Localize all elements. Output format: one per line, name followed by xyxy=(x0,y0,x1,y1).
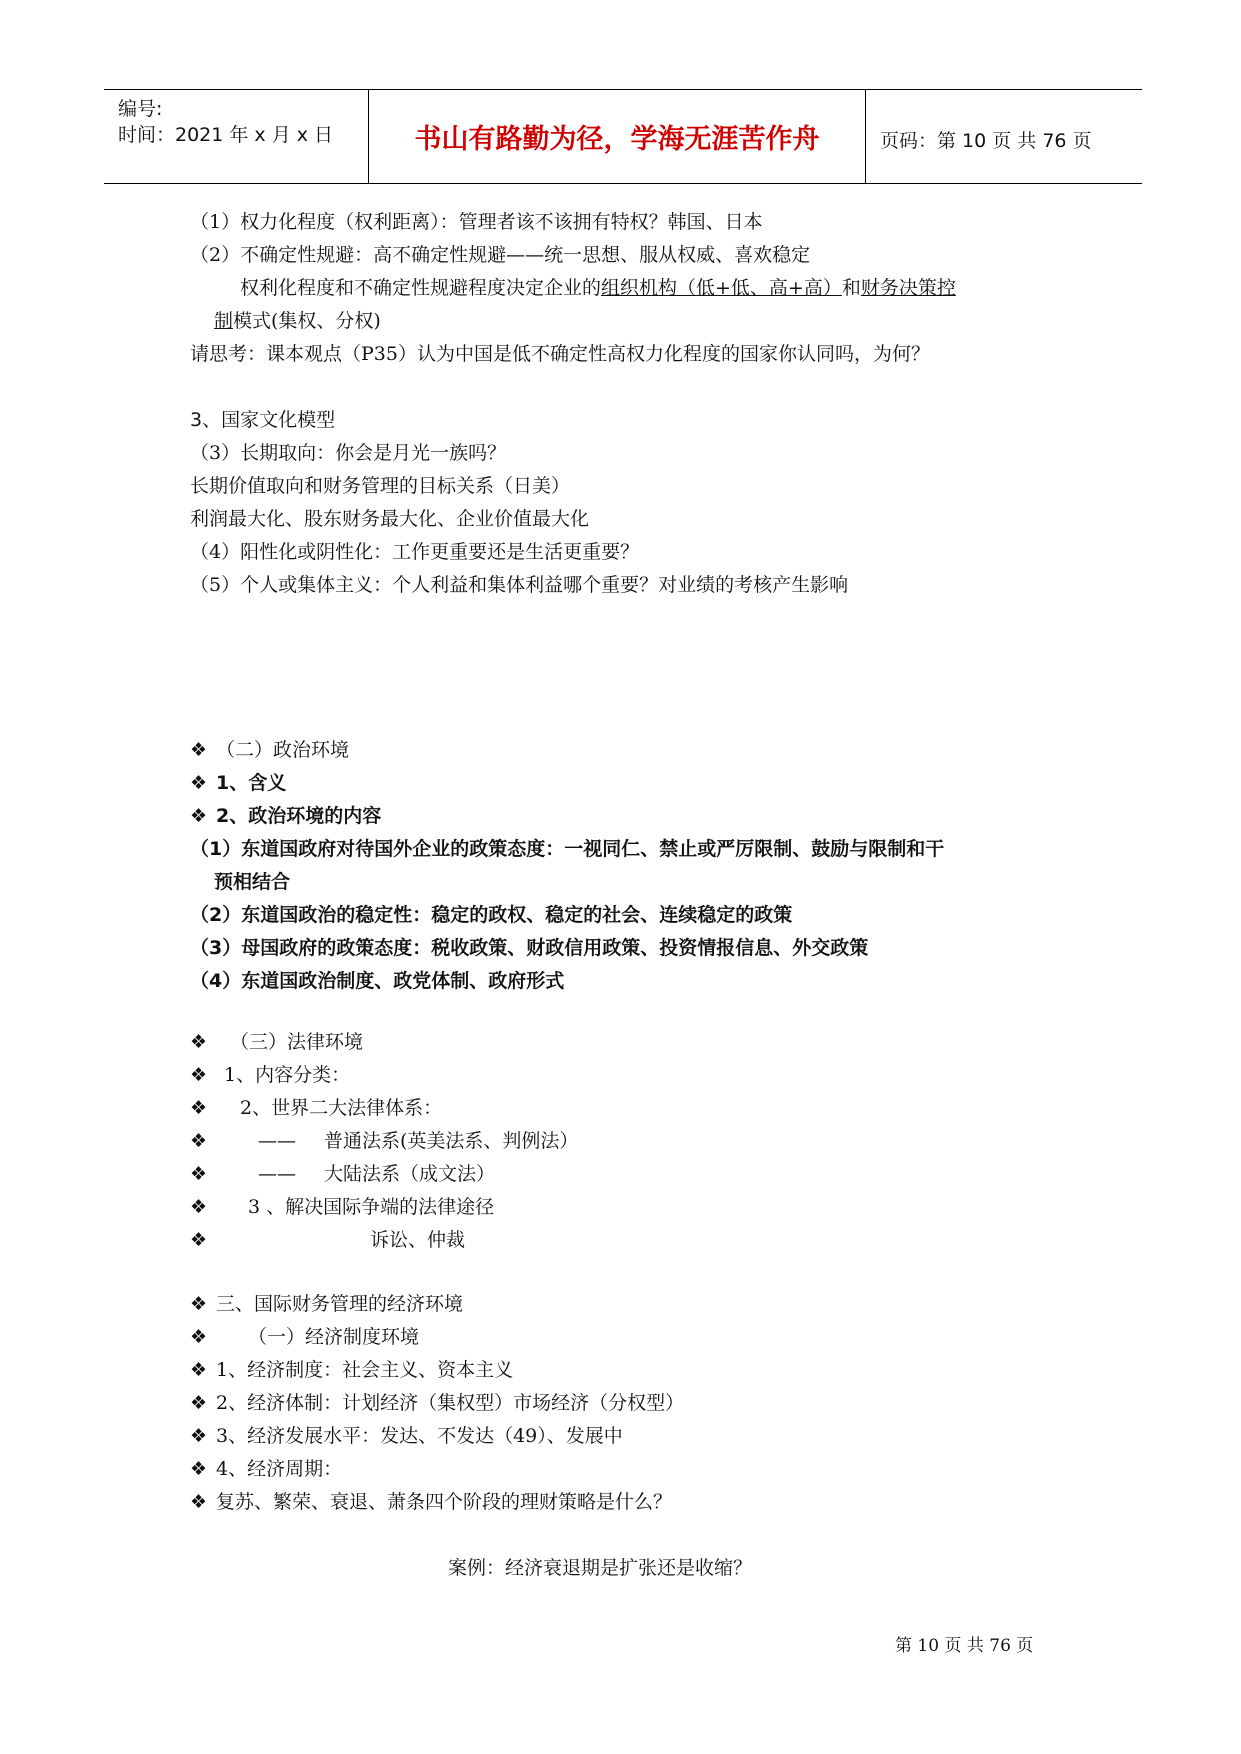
text-span: 3 、解决国际争端的法律途径 xyxy=(248,1196,495,1218)
bullet-line xyxy=(190,1129,578,1153)
bullet-line xyxy=(190,1228,465,1252)
diamond-bullet-icon: ❖ xyxy=(190,1425,208,1447)
diamond-bullet-icon: ❖ xyxy=(190,1326,208,1348)
diamond-bullet-icon: ❖ xyxy=(190,1458,208,1480)
text-span: 2、政治环境的内容 xyxy=(216,805,382,827)
text-line: （1）东道国政府对待国外企业的政策态度：一视同仁、禁止或严厉限制、鼓励与限制和干 xyxy=(190,838,945,860)
text-span: 和 xyxy=(841,277,861,299)
text-line: （3）长期取向：你会是月光一族吗？ xyxy=(190,442,507,464)
text-line: （4）东道国政治制度、政党体制、政府形式 xyxy=(190,970,565,992)
text-line: （2）不确定性规避：高不确定性规避——统一思想、服从权威、喜欢稳定 xyxy=(190,244,811,266)
text-line: （4）阳性化或阴性化：工作更重要还是生活更重要？ xyxy=(190,541,640,563)
text-span: 普通法系(英美法系、判例法） xyxy=(324,1130,579,1152)
header-right-cell xyxy=(866,90,1142,183)
bullet-line xyxy=(190,1292,463,1316)
text-span: 诉讼、仲裁 xyxy=(370,1229,466,1251)
section-title: （三）法律环境 xyxy=(230,1031,364,1053)
bullet-line xyxy=(190,1096,442,1120)
diamond-bullet-icon: ❖ xyxy=(190,772,208,794)
underlined-text: 财务决策控 xyxy=(860,277,956,299)
text-line: 请思考：课本观点（P35）认为中国是低不确定性高权力化程度的国家你认同吗，为何？ xyxy=(190,343,930,365)
diamond-bullet-icon: ❖ xyxy=(190,1359,208,1381)
text-line: （3）母国政府的政策态度：税收政策、财政信用政策、投资情报信息、外交政策 xyxy=(190,937,869,959)
diamond-bullet-icon: ❖ xyxy=(190,1229,208,1251)
text-span: 1、经济制度：社会主义、资本主义 xyxy=(216,1359,514,1381)
section-title: （二）政治环境 xyxy=(216,739,350,761)
section-title: 三、国际财务管理的经济环境 xyxy=(216,1293,464,1315)
text-line: （5）个人或集体主义：个人利益和集体利益哪个重要？对业绩的考核产生影响 xyxy=(190,574,849,596)
text-span: 2、经济体制：计划经济（集权型）市场经济（分权型） xyxy=(216,1392,685,1414)
page-label: 页码：第 10 页 共 76 页 xyxy=(880,130,1092,152)
document-header xyxy=(104,89,1142,184)
bullet-line xyxy=(190,771,286,795)
bullet-line xyxy=(190,1325,419,1349)
text-line xyxy=(240,276,956,300)
diamond-bullet-icon: ❖ xyxy=(190,1293,208,1315)
bullet-line xyxy=(190,1195,494,1219)
underlined-text: 组织机构（低+低、高+高） xyxy=(601,277,842,299)
text-span: 2、世界二大法律体系： xyxy=(240,1097,443,1119)
text-line: 利润最大化、股东财务最大化、企业价值最大化 xyxy=(190,508,590,530)
dash-mark: —— xyxy=(258,1130,296,1152)
text-span: 权利化程度和不确定性规避程度决定企业的 xyxy=(240,277,602,299)
text-span: 1、内容分类： xyxy=(224,1064,351,1086)
case-line: 案例：经济衰退期是扩张还是收缩？ xyxy=(448,1557,753,1579)
diamond-bullet-icon: ❖ xyxy=(190,805,208,827)
text-line: （2）东道国政治的稳定性：稳定的政权、稳定的社会、连续稳定的政策 xyxy=(190,904,793,926)
text-line: （1）权力化程度（权利距离）：管理者该不该拥有特权？韩国、日本 xyxy=(190,211,763,233)
bullet-line xyxy=(190,1457,342,1481)
text-span: 1、含义 xyxy=(216,772,287,794)
bullet-line xyxy=(190,1063,350,1087)
bullet-line xyxy=(190,1490,672,1514)
text-span: 复苏、繁荣、衰退、萧条四个阶段的理财策略是什么？ xyxy=(216,1491,673,1513)
section-title: 3、国家文化模型 xyxy=(190,409,336,431)
bullet-line xyxy=(190,738,349,762)
text-line: 预相结合 xyxy=(214,871,291,893)
page-footer: 第 10 页 共 76 页 xyxy=(895,1636,1034,1656)
bullet-line xyxy=(190,1391,684,1415)
bullet-line xyxy=(190,1030,363,1054)
diamond-bullet-icon: ❖ xyxy=(190,1491,208,1513)
underlined-text: 制 xyxy=(214,310,234,332)
text-span: 大陆法系（成文法） xyxy=(324,1163,496,1185)
header-left-cell xyxy=(104,90,369,183)
bullet-line xyxy=(190,804,381,828)
diamond-bullet-icon: ❖ xyxy=(190,1163,208,1185)
number-label: 编号: xyxy=(118,98,163,120)
text-line: 长期价值取向和财务管理的目标关系（日美） xyxy=(190,475,571,497)
bullet-line xyxy=(190,1162,495,1186)
header-center-cell xyxy=(369,90,866,183)
diamond-bullet-icon: ❖ xyxy=(190,739,208,761)
diamond-bullet-icon: ❖ xyxy=(190,1064,208,1086)
text-span: 模式(集权、分权) xyxy=(233,310,381,332)
diamond-bullet-icon: ❖ xyxy=(190,1130,208,1152)
text-line xyxy=(214,309,381,333)
bullet-line xyxy=(190,1358,513,1382)
diamond-bullet-icon: ❖ xyxy=(190,1097,208,1119)
text-span: （一）经济制度环境 xyxy=(248,1326,420,1348)
text-span: 4、经济周期： xyxy=(216,1458,343,1480)
dash-mark: —— xyxy=(258,1163,296,1185)
diamond-bullet-icon: ❖ xyxy=(190,1031,208,1053)
text-span: 3、经济发展水平：发达、不发达（49）、发展中 xyxy=(216,1425,623,1447)
bullet-line xyxy=(190,1424,623,1448)
time-label: 时间：2021 年 x 月 x 日 xyxy=(118,124,334,146)
diamond-bullet-icon: ❖ xyxy=(190,1392,208,1414)
diamond-bullet-icon: ❖ xyxy=(190,1196,208,1218)
motto: 书山有路勤为径，学海无涯苦作舟 xyxy=(414,124,820,155)
